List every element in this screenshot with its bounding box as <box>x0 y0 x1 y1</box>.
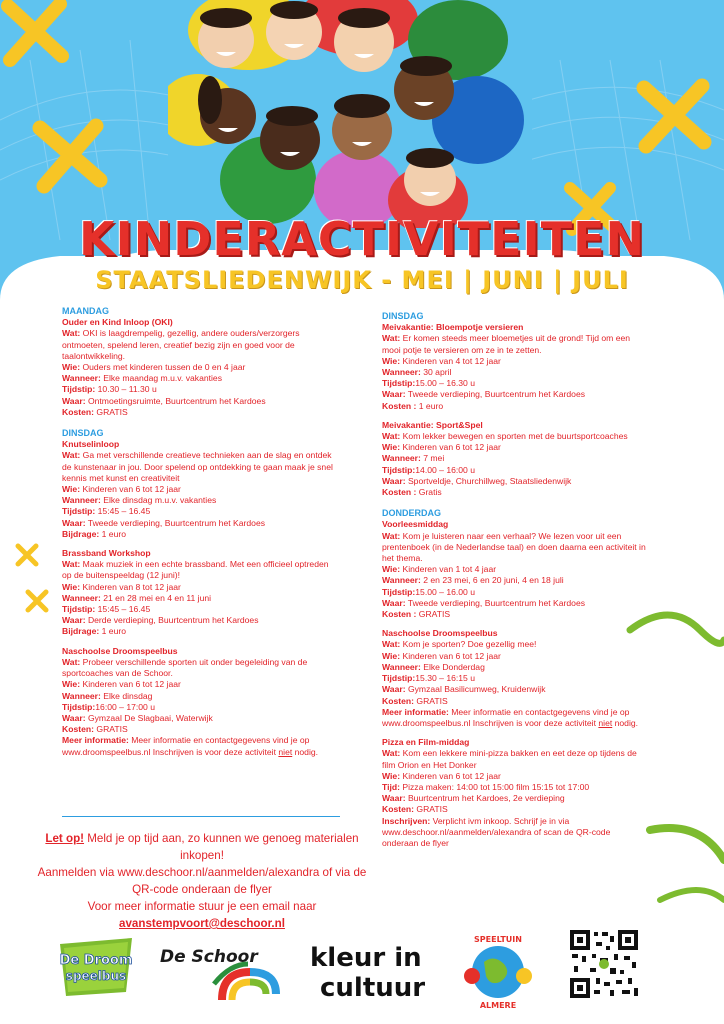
cta-line: Meld je op tijd aan, zo kunnen we genoeg materialen inkopen! <box>84 832 359 862</box>
label: Meer informatie: <box>62 735 129 746</box>
label: Waar: <box>62 615 86 626</box>
label: Tijdstip: <box>382 586 416 597</box>
label: Wie: <box>382 650 401 661</box>
de-schoor-logo <box>152 936 292 1006</box>
label: Wat: <box>382 639 401 650</box>
activity-title: Pizza en Film-middag <box>382 737 470 748</box>
cta-line: Voor meer informatie stuur je een email naar <box>87 900 317 913</box>
value: Buurtcentrum het Kardoes, 2e verdieping <box>405 793 565 804</box>
qr-code[interactable] <box>568 928 640 1000</box>
label: Wanneer: <box>382 575 421 586</box>
yellow-cross-decoration <box>24 588 50 614</box>
value: Kinderen van 6 tot 12 jaar <box>80 484 181 495</box>
activity-block-knutsel <box>62 439 340 540</box>
activity-block-sport <box>382 420 648 498</box>
value: nodig. <box>292 746 319 757</box>
label: Kosten: <box>62 724 94 735</box>
label: Wanneer: <box>62 495 101 506</box>
value: 1 euro <box>99 528 127 539</box>
label: Waar: <box>62 395 86 406</box>
activity-block-droomspeelbus <box>62 646 340 758</box>
label: Wanneer: <box>62 592 101 603</box>
value: Kinderen van 6 tot 12 jaar <box>80 679 181 690</box>
value: GRATIS <box>94 724 128 735</box>
label: Wat: <box>62 559 81 570</box>
label: Wie: <box>382 770 401 781</box>
value: Verplicht ivm inkoop. Schrijf je in via www.deschoor.nl/aanmelden/alexandra of scan de QR-code onderaan de flyer <box>382 815 611 848</box>
label: Tijdstip: <box>62 384 96 395</box>
value: 15:45 – 16.45 <box>95 506 151 517</box>
label: Wie: <box>382 442 401 453</box>
activity-title: Brassband Workshop <box>62 548 151 559</box>
label: Meer informatie: <box>382 706 449 717</box>
activity-block-bloempotje <box>382 322 648 412</box>
logo-text: kleur in <box>310 943 422 973</box>
email-link[interactable]: avanstempvoort@deschoor.nl <box>119 917 285 930</box>
right-column <box>382 311 648 857</box>
value: GRATIS <box>414 804 448 815</box>
droomspeelbus-logo <box>54 934 138 998</box>
label: Waar: <box>382 684 406 695</box>
value: Meer informatie en contactgegevens vind je op www.droomspeelbus.nl Inschrijven is voor deze activiteit <box>382 706 630 728</box>
label: Wat: <box>382 530 401 541</box>
value: nodig. <box>612 717 639 728</box>
value: GRATIS <box>416 609 451 620</box>
activity-block-brassband <box>62 548 340 638</box>
value: Kom je luisteren naar een verhaal? We lezen voor uit een prentenboek (in de Nederlandse taal) en doen daarna een activiteit in het thema. <box>382 530 646 564</box>
label: Waar: <box>382 389 406 400</box>
label: Wanneer: <box>62 373 101 384</box>
activity-title: Meivakantie: Sport&Spel <box>382 419 483 430</box>
yellow-cross-decoration <box>634 78 714 158</box>
activity-block-voorlees <box>382 519 648 620</box>
page-subtitle: STAATSLIEDENWIJK - MEI | JUNI | JULI <box>95 266 629 294</box>
value: Kom lekker bewegen en sporten met de buurtsportcoaches <box>400 431 628 442</box>
divider <box>62 816 340 817</box>
value: Kinderen van 6 tot 12 jaar <box>400 650 501 661</box>
value: Sportveldje, Churchillweg, Staatsliedenwijk <box>405 475 572 486</box>
label: Tijdstip: <box>382 378 416 389</box>
label: Waar: <box>62 712 86 723</box>
value: Kinderen van 6 tot 12 jaar <box>400 770 501 781</box>
value: Probeer verschillende sporten uit onder begeleiding van de sportcoaches van de Schoor. <box>62 656 308 679</box>
label: Wat: <box>382 333 401 344</box>
value: 15.30 – 16:15 u <box>415 673 475 684</box>
yellow-cross-decoration <box>14 542 40 568</box>
label: Wie: <box>382 564 401 575</box>
call-to-action <box>30 830 374 932</box>
value: Tweede verdieping, Buurtcentrum het Kardoes <box>405 597 586 608</box>
day-heading: DONDERDAG <box>382 508 442 519</box>
logo-bar <box>0 928 724 1024</box>
label: Waar: <box>62 517 86 528</box>
children-photo <box>168 0 532 228</box>
cta-line: Aanmelden via www.deschoor.nl/aanmelden/alexandra of via de QR-code onderaan de flyer <box>37 866 367 896</box>
value: 15.00 – 16.00 u <box>415 586 475 597</box>
value: Ontmoetingsruimte, Buurtcentrum het Kardoes <box>85 395 266 406</box>
value: Kinderen van 8 tot 12 jaar <box>80 581 181 592</box>
logo-text: De Schoor <box>160 947 258 967</box>
day-heading: DINSDAG <box>382 311 424 321</box>
label: Wat: <box>62 656 81 667</box>
let-op-label: Let op! <box>45 832 85 845</box>
value: Kinderen van 6 tot 12 jaar <box>400 442 501 453</box>
activity-title: Meivakantie: Bloempotje versieren <box>382 322 524 333</box>
value: Tweede verdieping, Buurtcentrum het Kardoes <box>85 517 266 528</box>
label: Wie: <box>382 355 401 366</box>
label: Kosten: <box>382 804 414 815</box>
activity-title: Naschoolse Droomspeelbus <box>62 645 178 656</box>
label: Kosten: <box>62 406 94 417</box>
logo-text: SPEELTUIN <box>474 935 522 944</box>
label: Wat: <box>382 431 401 442</box>
value: Meer informatie en contactgegevens vind je op www.droomspeelbus.nl Inschrijven is voor deze activiteit <box>62 735 310 757</box>
label: Kosten : <box>382 609 417 620</box>
value: Gymzaal Basilicumweg, Kruidenwijk <box>405 684 546 695</box>
value: 21 en 28 mei en 4 en 11 juni <box>100 592 212 603</box>
value: Ouders met kinderen tussen de 0 en 4 jaar <box>80 362 246 373</box>
value: Maak muziek in een echte brassband. Met een officieel optreden op de buitenspeeldag (12 juni)! <box>62 559 329 581</box>
label: Wat: <box>382 748 401 759</box>
value: Ga met verschillende creatieve technieken aan de slag en ontdek de kunstenaar in jou. Door spelend op ontdekking te gaan maak je snel kennis met kunst en creativiteit <box>62 450 333 483</box>
logo-text: speelbus <box>65 969 127 983</box>
logo-text: cultuur <box>320 973 426 1003</box>
label: Bijdrage: <box>62 626 100 637</box>
value: Derde verdieping, Buurtcentrum het Kardoes <box>85 615 259 626</box>
yellow-cross-decoration <box>0 0 70 70</box>
yellow-cross-decoration <box>30 118 110 198</box>
label: Wat: <box>62 450 81 461</box>
logo-text: ALMERE <box>479 1001 517 1010</box>
label: Wie: <box>62 362 81 373</box>
label: Tijdstip: <box>62 604 96 615</box>
value: 16:00 – 17:00 u <box>95 701 155 712</box>
value: 2 en 23 mei, 6 en 20 juni, 4 en 18 juli <box>420 575 564 586</box>
value: OKI is laagdrempelig, gezellig, andere ouders/verzorgers ontmoeten, spelend leren, creatief bezig zijn en goed voor de taalontwikkeling. <box>62 328 300 361</box>
value: Kom een lekkere mini-pizza bakken en eet deze op tijdens de film Orion en Het Donker <box>382 748 637 770</box>
activity-block-pizza <box>382 737 648 849</box>
value-emphasis: niet <box>278 746 293 757</box>
value: Gratis <box>416 487 442 498</box>
label: Wie: <box>62 679 81 690</box>
label: Wanneer: <box>382 453 421 464</box>
label: Wie: <box>62 484 81 495</box>
value: Tweede verdieping, Buurtcentrum het Kardoes <box>405 389 586 400</box>
label: Kosten: <box>382 695 414 706</box>
value: 15.00 – 16.30 u <box>415 378 475 389</box>
activity-block-oki <box>62 317 340 418</box>
value: 7 mei <box>420 453 445 464</box>
value: Kom je sporten? Doe gezellig mee! <box>400 639 537 650</box>
label: Waar: <box>382 793 406 804</box>
activity-title: Naschoolse Droomspeelbus <box>382 628 498 639</box>
label: Kosten : <box>382 487 417 498</box>
value: 10.30 – 11.30 u <box>95 384 157 395</box>
value: 1 euro <box>416 400 444 411</box>
label: Wie: <box>62 581 81 592</box>
label: Bijdrage: <box>62 528 100 539</box>
logo-text: De Droom <box>59 953 133 968</box>
label: Tijdstip: <box>62 506 96 517</box>
kleur-in-cultuur-logo <box>306 938 436 1008</box>
label: Kosten : <box>382 400 417 411</box>
label: Tijdstip: <box>382 673 416 684</box>
label: Tijdstip: <box>62 701 96 712</box>
label: Waar: <box>382 597 406 608</box>
value: Pizza maken: 14:00 tot 15:00 film 15:15 tot 17:00 <box>399 781 590 792</box>
activity-title: Ouder en Kind Inloop (OKI) <box>62 317 173 328</box>
label: Waar: <box>382 475 406 486</box>
label: Tijd: <box>382 781 400 792</box>
speeltuin-almere-logo <box>456 928 540 1012</box>
value: Elke Donderdag <box>420 661 485 672</box>
activity-title: Voorleesmiddag <box>382 519 449 530</box>
label: Tijdstip: <box>382 464 416 475</box>
label: Wanneer: <box>382 661 421 672</box>
value: 15:45 – 16.45 <box>95 604 151 615</box>
label: Wanneer: <box>382 367 421 378</box>
value: 14.00 – 16:00 u <box>415 464 475 475</box>
value: Elke maandag m.u.v. vakanties <box>100 373 223 384</box>
day-heading: MAANDAG <box>62 306 109 316</box>
value: Kinderen van 4 tot 12 jaar <box>400 355 501 366</box>
activity-block-droomspeelbus-2 <box>382 628 648 729</box>
left-column <box>62 306 340 766</box>
value: Er komen steeds meer bloemetjes uit de grond! Tijd om een mooi potje te versieren om ze in te zetten. <box>382 333 631 355</box>
label: Inschrijven: <box>382 815 431 826</box>
value: Kinderen van 1 tot 4 jaar <box>400 564 497 575</box>
value: Elke dinsdag <box>100 690 153 701</box>
value: Gymzaal De Slagbaai, Waterwijk <box>85 712 213 723</box>
value-emphasis: niet <box>598 717 613 728</box>
page-title: KINDERACTIVITEITEN <box>78 212 646 266</box>
value: Elke dinsdag m.u.v. vakanties <box>100 495 217 506</box>
value: 1 euro <box>99 626 127 637</box>
value: GRATIS <box>414 695 448 706</box>
label: Wat: <box>62 328 81 339</box>
value: 30 april <box>420 367 452 378</box>
label: Wanneer: <box>62 690 101 701</box>
activity-title: Knutselinloop <box>62 439 120 450</box>
day-heading: DINSDAG <box>62 428 104 439</box>
value: GRATIS <box>94 406 128 417</box>
